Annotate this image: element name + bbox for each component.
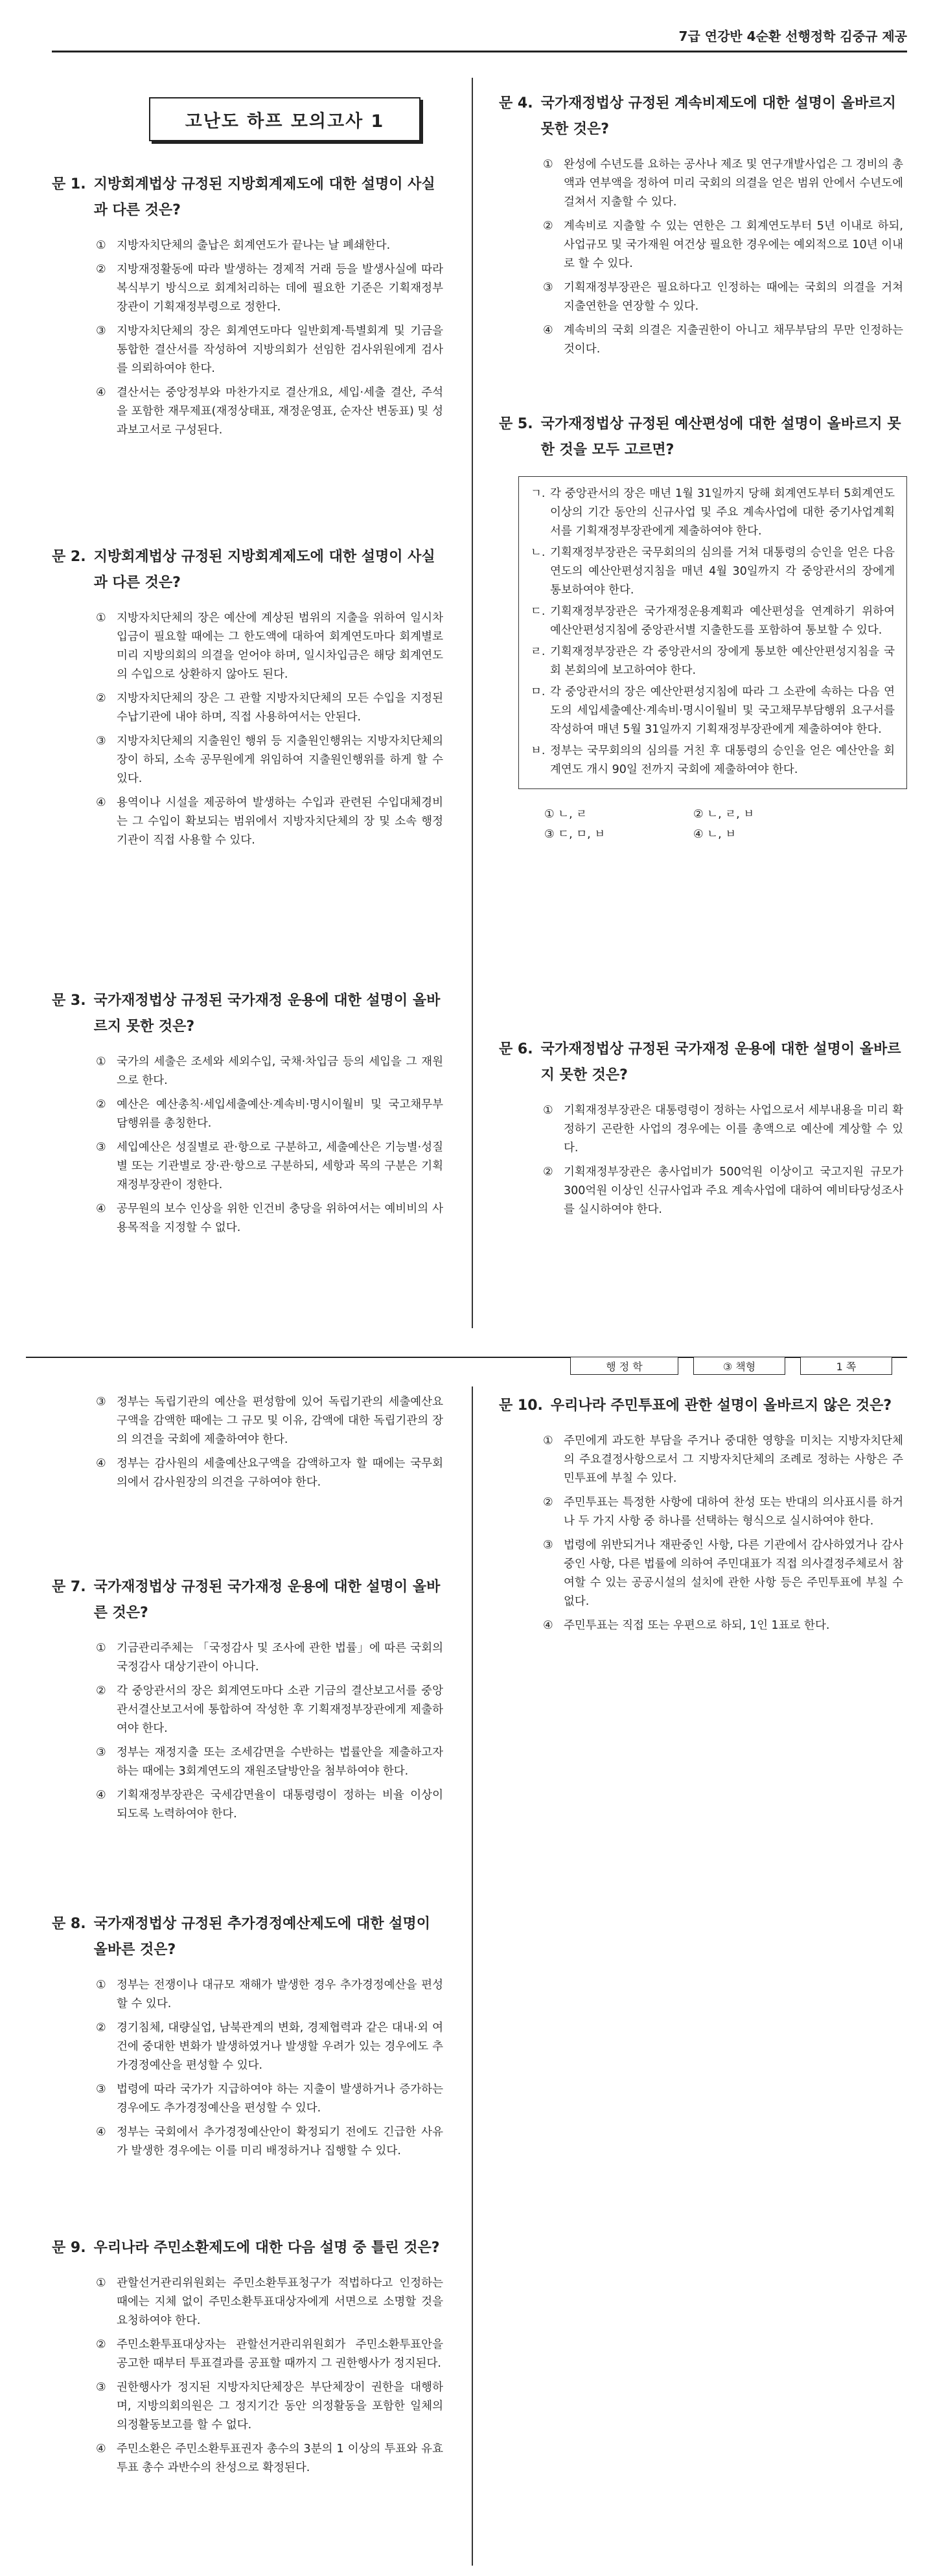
exam-title: 고난도 하프 모의고사 1 <box>149 97 420 141</box>
option: ② 예산은 예산총칙·세입세출예산·계속비·명시이월비 및 국고채무부담행위를 총칭한다. <box>96 1098 443 1130</box>
option: ② 계속비로 지출할 수 있는 연한은 그 회계연도부터 5년 이내로 하되, 사업규모 및 국가재원 여건상 필요한 경우에는 예외적으로 10년 이내로 할 수 있다. <box>543 220 903 270</box>
option: ② 지방재정활동에 따라 발생하는 경제적 거래 등을 발생사실에 따라 복식부기 방식으로 회계처리하는 데에 필요한 기준은 기획재정부장관이 기획재정부령으로 정한다. <box>96 263 443 314</box>
option: ③ 정부는 재정지출 또는 조세감면을 수반하는 법률안을 제출하고자 하는 때에는 3회계연도의 재원조달방안을 첨부하여야 한다. <box>96 1746 443 1778</box>
question-number: 문 7. <box>52 1579 86 1595</box>
answer-choice: ② ㄴ, ㄹ, ㅂ <box>693 808 755 821</box>
header-rule <box>52 51 907 52</box>
option: ③ 정부는 독립기관의 예산을 편성함에 있어 독립기관의 세출예산요구액을 감액한 때에는 그 규모 및 이유, 감액에 대한 독립기관의 장의 의견을 국회에 제출하여야 한다. <box>96 1396 443 1446</box>
question-text: 국가재정법상 규정된 국가재정 운용에 대한 설명이 올바른 것은? <box>93 1579 441 1621</box>
option: ④ 주민소환은 주민소환투표권자 총수의 3분의 1 이상의 투표와 유효투표 총수 과반수의 찬성으로 확정된다. <box>96 2443 443 2474</box>
question-6-continued <box>52 1393 447 1497</box>
statement: ㄷ. 기획재정부장관은 국가재정운용계획과 예산편성을 연계하기 위하여 예산안편성지침에 중앙관서별 지출한도를 포함하여 통보할 수 있다. <box>531 605 895 637</box>
question-number: 문 8. <box>52 1916 86 1932</box>
option: ① 완성에 수년도를 요하는 공사나 제조 및 연구개발사업은 그 경비의 총액과 연부액을 정하여 미리 국회의 의결을 얻은 범위 안에서 수년도에 걸쳐서 지출할 수 있다. <box>543 158 903 209</box>
option: ① 국가의 세출은 조세와 세외수입, 국채·차입금 등의 세입을 그 재원으로 한다. <box>96 1055 443 1087</box>
question-number: 문 1. <box>52 176 86 192</box>
question-4 <box>499 91 907 364</box>
option: ① 관할선거관리위원회는 주민소환투표청구가 적법하다고 인정하는 때에는 지체 없이 주민소환투표대상자에게 서면으로 소명할 것을 요청하여야 한다. <box>96 2277 443 2327</box>
statement-box <box>518 476 907 789</box>
option: ④ 주민투표는 직접 또는 우편으로 하되, 1인 1표로 한다. <box>543 1619 830 1632</box>
page-header: 7급 연강반 4순환 선행정학 김중규 제공 <box>678 29 907 44</box>
option: ③ 기획재정부장관은 필요하다고 인정하는 때에는 국회의 의결을 거쳐 지출연한을 연장할 수 있다. <box>543 281 903 313</box>
option: ② 경기침체, 대량실업, 남북관계의 변화, 경제협력과 같은 대내·외 여건에 중대한 변화가 발생하였거나 발생할 우려가 있는 경우에도 추가경정예산을 편성할 수 있다. <box>96 2021 443 2072</box>
option: ③ 권한행사가 정지된 지방자치단체장은 부단체장이 권한을 대행하며, 지방의회의원은 그 정지기간 동안 의정활동을 포함한 일체의 의정활동보고를 할 수 없다. <box>96 2381 443 2432</box>
question-text: 국가재정법상 규정된 국가재정 운용에 대한 설명이 올바르지 못한 것은? <box>93 993 441 1035</box>
question-1 <box>52 172 447 445</box>
exam-page-2 <box>0 1354 933 2576</box>
option: ③ 지방자치단체의 지출원인 행위 등 지출원인행위는 지방자치단체의 장이 하되, 소속 공무원에게 위임하여 지출원인행위를 하게 할 수 있다. <box>96 735 443 785</box>
option: ④ 공무원의 보수 인상을 위한 인건비 충당을 위하여서는 예비비의 사용목적을 지정할 수 없다. <box>96 1202 443 1234</box>
answer-choice: ① ㄴ, ㄹ <box>544 808 588 821</box>
question-text: 국가재정법상 규정된 계속비제도에 대한 설명이 올바르지 못한 것은? <box>540 95 896 137</box>
question-text: 우리나라 주민투표에 관한 설명이 올바르지 않은 것은? <box>550 1397 892 1414</box>
question-text: 지방회계법상 규정된 지방회계제도에 대한 설명이 사실과 다른 것은? <box>93 549 435 591</box>
statement: ㄴ. 기획재정부장관은 국무회의의 심의를 거쳐 대통령의 승인을 얻은 다음 연도의 예산안편성지침을 매년 4월 30일까지 각 중앙관서의 장에게 통보하여야 한다. <box>531 546 895 597</box>
option: ④ 용역이나 시설을 제공하여 발생하는 수입과 관련된 수입대체경비는 그 수입이 확보되는 범위에서 지방자치단체의 장 및 소속 행정기관이 직접 사용할 수 있다. <box>96 796 443 847</box>
question-8 <box>52 1911 447 2166</box>
answer-choice: ④ ㄴ, ㅂ <box>693 828 737 841</box>
option: ① 지방자치단체의 출납은 회계연도가 끝나는 날 폐쇄한다. <box>96 239 391 252</box>
footer-booklet-type: ③ 책형 <box>693 1357 785 1375</box>
option: ② 주민투표는 특정한 사항에 대하여 찬성 또는 반대의 의사표시를 하거나 두 가지 사항 중 하나를 선택하는 형식으로 실시하여야 한다. <box>543 1496 903 1528</box>
option: ③ 세입예산은 성질별로 관·항으로 구분하고, 세출예산은 기능별·성질별 또는 기관별로 장·관·항으로 구분하되, 세항과 목의 구분은 기획재정부장관이 정한다. <box>96 1141 443 1191</box>
option: ③ 법령에 따라 국가가 지급하여야 하는 지출이 발생하거나 증가하는 경우에도 추가경정예산을 편성할 수 있다. <box>96 2083 443 2115</box>
statement: ㅂ. 정부는 국무회의의 심의를 거친 후 대통령의 승인을 얻은 예산안을 회계연도 개시 90일 전까지 국회에 제출하여야 한다. <box>531 744 895 776</box>
option: ① 주민에게 과도한 부담을 주거나 중대한 영향을 미치는 지방자치단체의 주요결정사항으로서 그 지방자치단체의 조례로 정하는 사항은 주민투표에 부칠 수 있다. <box>543 1434 903 1485</box>
question-5 <box>499 411 907 845</box>
question-number: 문 6. <box>499 1041 533 1057</box>
question-text: 국가재정법상 규정된 예산편성에 대한 설명이 올바르지 못한 것을 모두 고르면? <box>540 416 901 458</box>
question-number: 문 5. <box>499 416 533 432</box>
question-3 <box>52 988 447 1243</box>
option: ① 지방자치단체의 장은 예산에 계상된 범위의 지출을 위하여 일시차입금이 필요할 때에는 그 한도액에 대하여 회계연도마다 회계별로 미리 지방의회의 의결을 얻어야 하며, 일시차입금은 해당 회계연도의 수입으로 상환하지 않아도 된다. <box>96 612 443 681</box>
question-10 <box>499 1393 907 1640</box>
statement: ㄱ. 각 중앙관서의 장은 매년 1월 31일까지 당해 회계연도부터 5회계연도 이상의 기간 동안의 신규사업 및 주요 계속사업에 대한 중기사업계획서를 기획재정부장관에게 제출하여야 한다. <box>531 487 895 538</box>
option: ① 기획재정부장관은 대통령령이 정하는 사업으로서 세부내용을 미리 확정하기 곤란한 사업의 경우에는 이를 총액으로 예산에 계상할 수 있다. <box>543 1104 903 1155</box>
question-6 <box>499 1037 907 1225</box>
footer-page-number: 1 쪽 <box>800 1357 892 1375</box>
option: ② 각 중앙관서의 장은 회계연도마다 소관 기금의 결산보고서를 중앙관서결산보고서에 통합하여 작성한 후 기획재정부장관에게 제출하여야 한다. <box>96 1685 443 1735</box>
option: ① 기금관리주체는 「국정감사 및 조사에 관한 법률」에 따른 국회의 국정감사 대상기관이 아니다. <box>96 1642 443 1673</box>
question-number: 문 4. <box>499 95 533 111</box>
option: ① 정부는 전쟁이나 대규모 재해가 발생한 경우 추가경정예산을 편성할 수 있다. <box>96 1979 443 2010</box>
option: ④ 기획재정부장관은 국세감면율이 대통령령이 정하는 비율 이상이 되도록 노력하여야 한다. <box>96 1789 443 1821</box>
question-2 <box>52 544 447 855</box>
statement: ㅁ. 각 중앙관서의 장은 예산안편성지침에 따라 그 소관에 속하는 다음 연도의 세입세출예산·계속비·명시이월비 및 국고채무부담행위 요구서를 작성하여 매년 5월 31일까지 기획재정부장관에게 제출하여야 한다. <box>531 685 895 736</box>
option: ② 지방자치단체의 장은 그 관할 지방자치단체의 모든 수입을 지정된 수납기관에 내야 하며, 직접 사용하여서는 안된다. <box>96 692 443 724</box>
question-7 <box>52 1574 447 1829</box>
question-text: 우리나라 주민소환제도에 대한 다음 설명 중 틀린 것은? <box>93 2240 440 2256</box>
question-text: 국가재정법상 규정된 국가재정 운용에 대한 설명이 올바르지 못한 것은? <box>540 1041 901 1083</box>
option: ② 주민소환투표대상자는 관할선거관리위원회가 주민소환투표안을 공고한 때부터 투표결과를 공표할 때까지 그 권한행사가 정지된다. <box>96 2338 443 2370</box>
option: ② 기획재정부장관은 총사업비가 500억원 이상이고 국고지원 규모가 300억원 이상인 신규사업과 주요 계속사업에 대하여 예비타당성조사를 실시하여야 한다. <box>543 1166 903 1216</box>
column-divider <box>472 1386 473 2566</box>
question-text: 국가재정법상 규정된 추가경정예산제도에 대한 설명이 올바른 것은? <box>93 1916 431 1958</box>
question-number: 문 10. <box>499 1397 543 1414</box>
option: ③ 법령에 위반되거나 재판중인 사항, 다른 기관에서 감사하였거나 감사 중인 사항, 다른 법률에 의하여 주민대표가 직접 의사결정주체로서 참여할 수 있는 공공시설의 설치에 관한 사항 등은 주민투표에 부칠 수 없다. <box>543 1539 903 1608</box>
answer-choices <box>544 805 907 845</box>
question-number: 문 3. <box>52 993 86 1009</box>
footer-subject: 행 정 학 <box>570 1357 678 1375</box>
question-text: 지방회계법상 규정된 지방회계제도에 대한 설명이 사실과 다른 것은? <box>93 176 435 218</box>
option: ④ 결산서는 중앙정부와 마찬가지로 결산개요, 세입·세출 결산, 주석을 포함한 재무제표(재정상태표, 재정운영표, 순자산 변동표) 및 성과보고서로 구성된다. <box>96 386 443 437</box>
question-number: 문 9. <box>52 2240 86 2256</box>
statement: ㄹ. 기획재정부장관은 각 중앙관서의 장에게 통보한 예산안편성지침을 국회 본회의에 보고하여야 한다. <box>531 645 895 677</box>
answer-choice: ③ ㄷ, ㅁ, ㅂ <box>544 828 606 841</box>
option: ④ 정부는 감사원의 세출예산요구액을 감액하고자 할 때에는 국무회의에서 감사원장의 의견을 구하여야 한다. <box>96 1457 443 1489</box>
option: ④ 계속비의 국회 의결은 지출권한이 아니고 채무부담의 무만 인정하는 것이다. <box>543 324 903 356</box>
option: ③ 지방자치단체의 장은 회계연도마다 일반회계·특별회계 및 기금을 통합한 결산서를 작성하여 지방의회가 선임한 검사위원에게 검사를 의뢰하여야 한다. <box>96 325 443 375</box>
question-9 <box>52 2235 447 2483</box>
option: ④ 정부는 국회에서 추가경정예산안이 확정되기 전에도 긴급한 사유가 발생한 경우에는 이를 미리 배정하거나 집행할 수 있다. <box>96 2126 443 2157</box>
question-number: 문 2. <box>52 549 86 565</box>
column-divider <box>472 78 473 1328</box>
